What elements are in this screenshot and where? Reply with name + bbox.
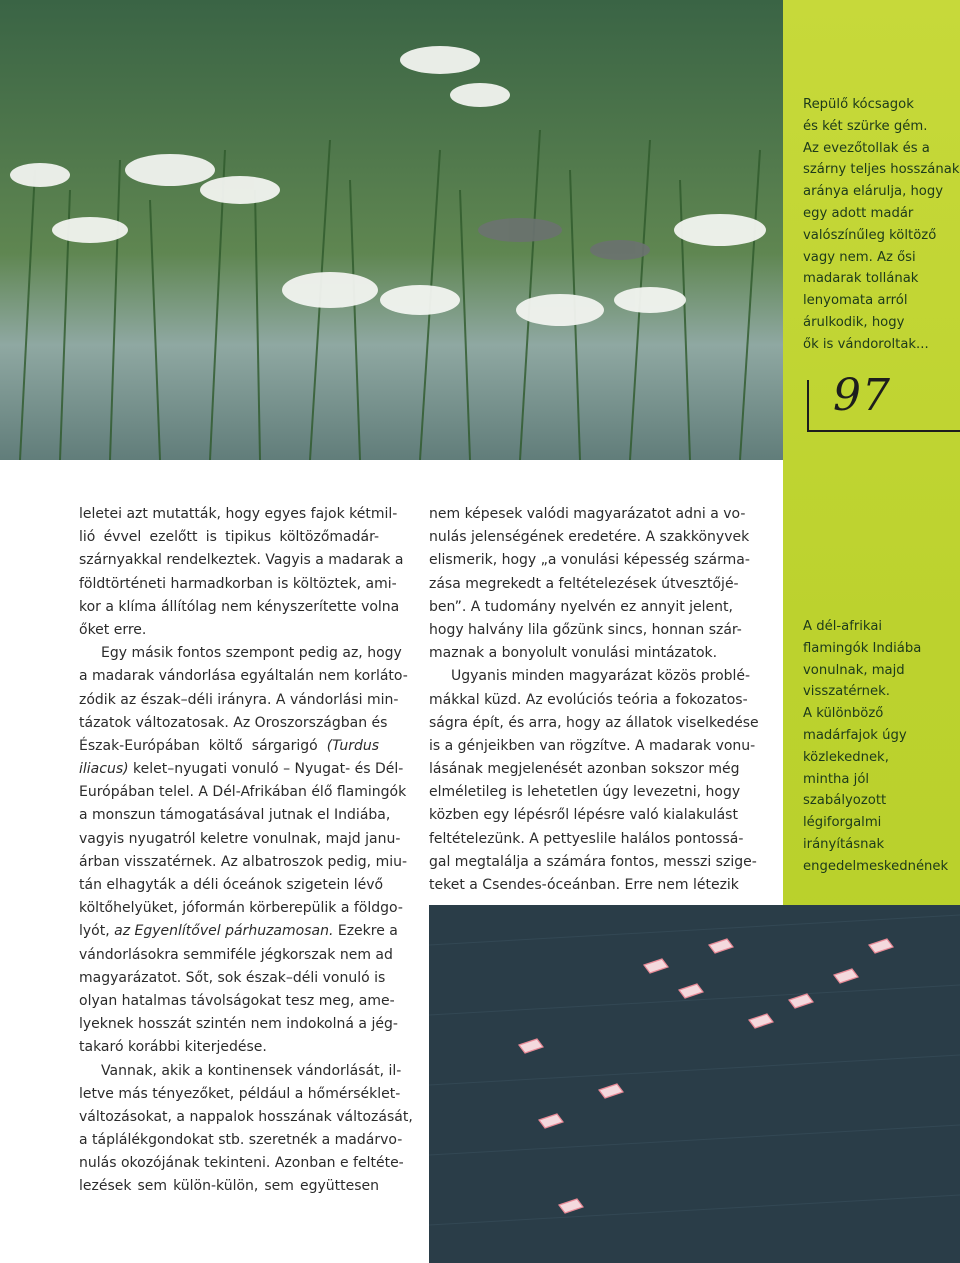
caption-line: flamingók Indiába — [803, 640, 922, 656]
text-line: elméletileg is lehetetlen úgy levezetni, hogy — [429, 784, 741, 801]
text-line: földtörténeti harmadkorban is költöztek, ami- — [79, 575, 397, 592]
caption-line: vagy nem. Az ősi — [803, 249, 916, 265]
text-line: zása megrekedt a feltételezések útvesztőjé- — [429, 575, 739, 592]
text-line: nulás jelenségének eredetére. A szakkönyvek — [429, 529, 750, 546]
text-line: lezések sem külön-külön, sem együttesen — [79, 1178, 379, 1195]
caption-line: közlekednek, — [803, 749, 889, 765]
text-line: lió évvel ezelőtt is tipikus költözőmadár- — [79, 529, 379, 546]
photo-flamingos-water — [429, 905, 960, 1263]
text-line: Európában telel. A Dél-Afrikában élő flamingók — [79, 784, 407, 801]
text-line: magyarázatot. Sőt, sok észak–déli vonuló is — [79, 969, 386, 986]
text-line: kor a klíma állítólag nem kényszerítette volna — [79, 598, 400, 615]
caption-line: A különböző — [803, 706, 884, 722]
caption-line: légiforgalmi — [803, 815, 882, 831]
text-line: nem képesek valódi magyarázatot adni a vo- — [429, 506, 746, 522]
text-line: a madarak vándorlása egyáltalán nem korláto- — [79, 668, 408, 685]
text-line: árban visszatérnek. Az albatroszok pedig, miu- — [79, 853, 408, 870]
text-line: is a génjeikben van rögzítve. A madarak vonu- — [429, 737, 756, 754]
caption-line: engedelmeskednének — [803, 858, 949, 874]
caption-line: szárny teljes hosszának — [803, 162, 960, 178]
caption-line: mintha jól — [803, 771, 870, 787]
text-line: teket a Csendes-óceánban. Erre nem létezik — [429, 877, 739, 893]
text-line: Egy másik fontos szempont pedig az, hogy — [101, 645, 402, 662]
caption-line: aránya elárulja, hogy — [803, 184, 944, 200]
text-line: lyeknek hosszát szintén nem indokolná a jég- — [79, 1016, 398, 1033]
text-line: vagyis nyugatról keletre vonulnak, majd janu- — [79, 830, 401, 847]
text-line: elismerik, hogy „a vonulási képesség szárma- — [429, 552, 750, 569]
text-line: lásának megjelenését azonban sokszor még — [429, 761, 740, 778]
body-column-middle — [429, 503, 759, 897]
text-segment: Észak-Európában költő sárgarigó — [79, 737, 318, 754]
text-line: mákkal küzd. Az evolúciós teória a fokozatos- — [429, 691, 748, 708]
caption-line: Repülő kócsagok — [803, 97, 914, 112]
text-line: letve más tényezőket, például a hőmérséklet- — [79, 1085, 401, 1102]
egrets-illustration — [0, 0, 783, 460]
text-line: vándorlásokra semmiféle jégkorszak nem ad — [79, 946, 393, 963]
caption-flamingos — [803, 616, 953, 878]
text-line: hogy halvány lila gőzünk sincs, honnan szár- — [429, 621, 742, 638]
caption-line: valószínűleg költöző — [803, 227, 937, 243]
flamingos-illustration — [429, 905, 960, 1263]
text-line: olyan hatalmas távolságokat tesz meg, ame- — [79, 992, 395, 1009]
text-line: gal megtalálja a számára fontos, messzi szige- — [429, 853, 757, 870]
photo-egrets-marsh — [0, 0, 783, 460]
text-line: Ugyanis minden magyarázat közös problé- — [451, 668, 751, 685]
text-segment-italic: iliacus) — [79, 761, 129, 778]
caption-line: ők is vándoroltak... — [803, 336, 929, 352]
text-segment: Ezekre a — [337, 923, 398, 940]
caption-line: vonulnak, majd — [803, 662, 905, 678]
text-line: a táplálékgondokat stb. szeretnék a madárvo- — [79, 1132, 403, 1149]
text-line — [79, 758, 404, 781]
text-line: költőhelyüket, jóformán körberepülik a földgo- — [79, 900, 403, 917]
text-line: nulás okozójának tekinteni. Azonban e feltéte- — [79, 1155, 404, 1172]
text-segment: lyót, — [79, 923, 110, 940]
text-line — [79, 735, 379, 758]
caption-line: szabályozott — [803, 793, 887, 809]
caption-line: irányításnak — [803, 836, 885, 852]
caption-line: visszatérnek. — [803, 684, 890, 700]
caption-line: árulkodik, hogy — [803, 314, 905, 330]
page-number: 97 — [833, 370, 891, 421]
text-line: maznak a bonyolult vonulási mintázatok. — [429, 645, 718, 662]
text-line: tázatok változatosak. Az Oroszországban és — [79, 714, 388, 731]
text-line: zódik az észak–déli irányra. A vándorlási min- — [79, 691, 399, 708]
text-line: változásokat, a nappalok hosszának változását, — [79, 1108, 413, 1125]
page-number-frame — [807, 370, 960, 432]
caption-line: Az evezőtollak és a — [803, 140, 930, 156]
text-line: ságra épít, és arra, hogy az állatok viselkedése — [429, 714, 759, 731]
text-line: tán elhagyták a déli óceánok szigetein lévő — [79, 877, 384, 893]
text-line: a monszun támogatásával jutnak el Indiába, — [79, 807, 391, 824]
text-line: takaró korábbi kiterjedése. — [79, 1039, 267, 1056]
caption-line: és két szürke gém. — [803, 118, 928, 134]
text-line: leletei azt mutatták, hogy egyes fajok kétmil- — [79, 506, 398, 522]
caption-line: A dél-afrikai — [803, 619, 883, 634]
text-line: őket erre. — [79, 621, 147, 638]
text-line: közben egy lépésről lépésre való kialakulást — [429, 807, 738, 824]
text-segment: kelet–nyugati vonuló – Nyugat- és Dél- — [133, 761, 404, 778]
text-segment-italic: az Egyenlítővel párhuzamosan. — [114, 923, 334, 940]
caption-egrets — [803, 94, 960, 356]
caption-line: madárfajok úgy — [803, 727, 907, 743]
body-column-left — [79, 503, 413, 1199]
text-line — [79, 920, 398, 943]
text-line: feltételezünk. A pettyeslile halálos pontossá- — [429, 830, 744, 847]
text-segment-italic: (Turdus — [326, 737, 380, 754]
text-line: szárnyakkal rendelkeztek. Vagyis a madarak a — [79, 552, 404, 569]
text-line: Vannak, akik a kontinensek vándorlását, il- — [101, 1062, 402, 1079]
caption-line: madarak tollának — [803, 271, 919, 287]
caption-line: egy adott madár — [803, 205, 914, 221]
caption-line: lenyomata arról — [803, 293, 908, 309]
text-line: ben”. A tudomány nyelvén ez annyit jelent, — [429, 598, 733, 615]
